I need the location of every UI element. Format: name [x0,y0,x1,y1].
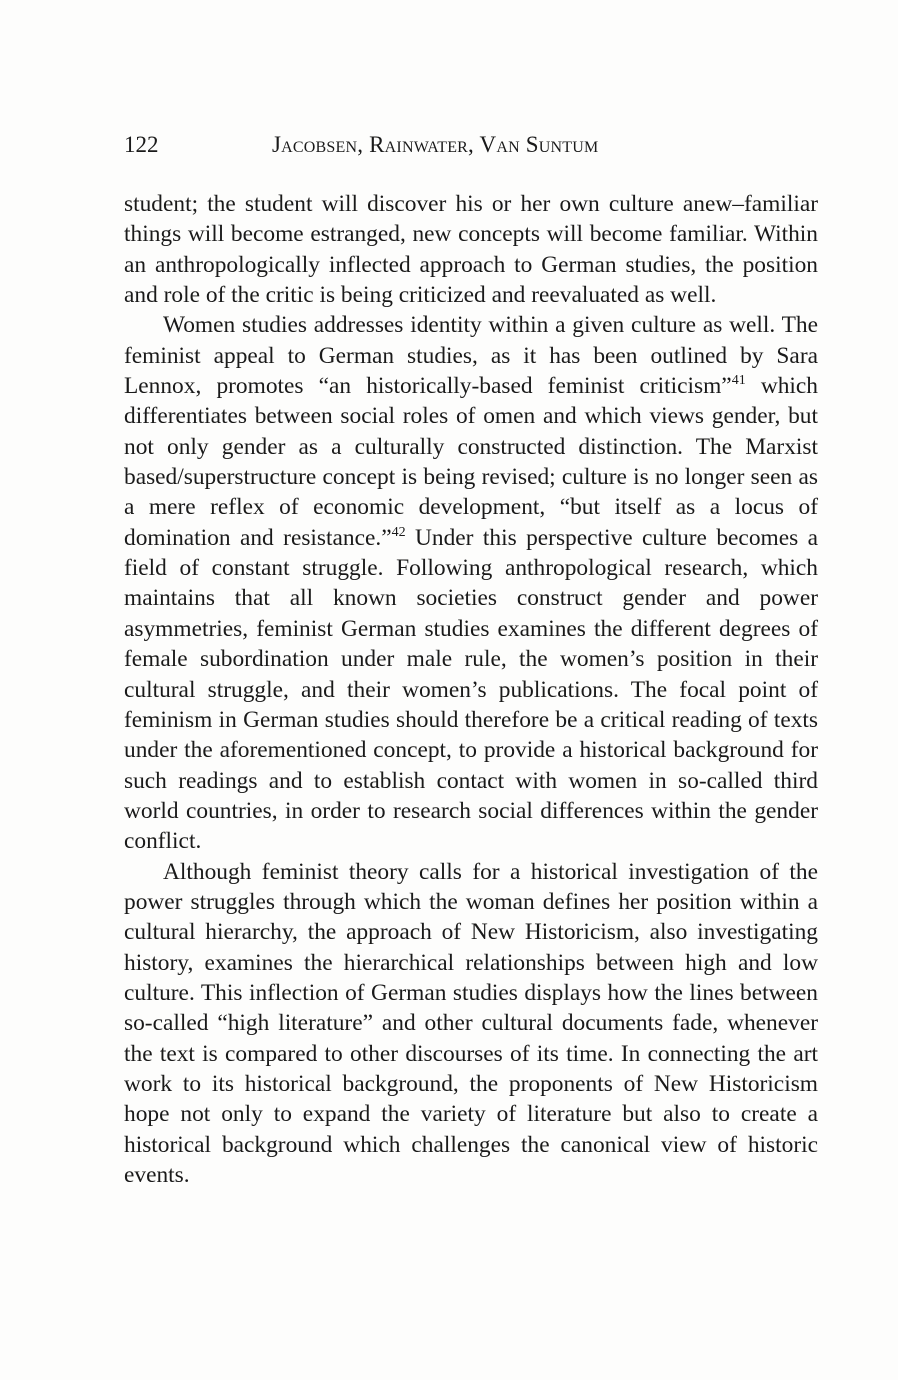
page-number: 122 [124,132,159,157]
running-head: Jacobsen, Rainwater, Van Suntum [272,132,599,157]
paragraph-2 [124,310,818,856]
footnote-ref-41: 41 [731,373,746,389]
paragraph-1: student; the student will discover his or her own culture anew–familiar things will become estranged, new concepts will become familiar. Within an anthropologically inflected approach to German studies, the position and role of the critic is being criticized and reevaluated as well. [124,191,818,309]
paragraph-2-part-2: which differentiates between social roles of omen and which views gender, but not only gender as a culturally constructed distinction. The Marxist based/superstructure concept is being revised; culture is no longer seen as a mere reflex of economic development, “but itself as a locus of domination and resistance.” [124,373,818,551]
body-text [124,189,818,1190]
footnote-ref-42: 42 [391,524,406,540]
paragraph-3: Although feminist theory calls for a historical investigation of the power struggles through which the woman defines her position within a cultural hierarchy, the approach of New Historicism, also investigating history, examines the hierarchical relationships between high and low culture. This inflection of German studies displays how the lines between so-called “high literature” and other cultural documents fade, whenever the text is compared to other discourses of its time. In connecting the art work to its historical background, the proponents of New Historicism hope not only to expand the variety of literature but also to create a historical background which challenges the canonical view of historic events. [124,858,818,1188]
paragraph-2-part-1: Women studies addresses identity within a given culture as well. The feminist appeal to German studies, as it has been outlined by Sara Lennox, promotes “an historically-based feminist criticism” [124,312,818,400]
paragraph-2-part-3: Under this perspective culture becomes a field of constant struggle. Following anthropological research, which maintains that all known societies construct gender and power asymmetries, feminist German studies examines the different degrees of female subordination under male rule, the women’s position in their cultural struggle, and their women’s publications. The focal point of feminism in German studies should therefore be a critical reading of texts under the aforementioned concept, to provide a historical background for such readings and to establish contact with women in so-called third world countries, in order to research social differences within the gender conflict. [124,524,818,855]
page-header [124,130,684,160]
